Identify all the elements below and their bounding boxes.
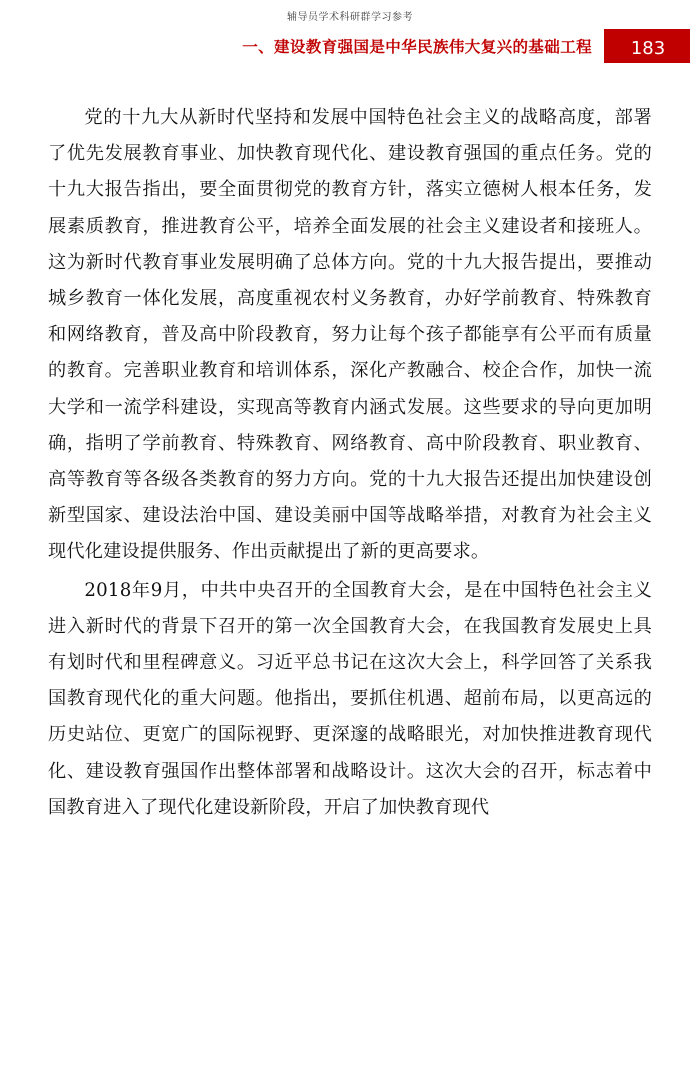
- paragraph: 党的十九大从新时代坚持和发展中国特色社会主义的战略高度，部署了优先发展教育事业、加快教育现代化、建设教育强国的重点任务。党的十九大报告指出，要全面贯彻党的教育方针，落实立德树人根本任务，发展素质教育，推进教育公平，培养全面发展的社会主义建设者和接班人。这为新时代教育事业发展明确了总体方向。党的十九大报告提出，要推动城乡教育一体化发展，高度重视农村义务教育，办好学前教育、特殊教育和网络教育，普及高中阶段教育，努力让每个孩子都能享有公平而有质量的教育。完善职业教育和培训体系，深化产教融合、校企合作，加快一流大学和一流学科建设，实现高等教育内涵式发展。这些要求的导向更加明确，指明了学前教育、特殊教育、网络教育、高中阶段教育、职业教育、高等教育等各级各类教育的努力方向。党的十九大报告还提出加快建设创新型国家、建设法治中国、建设美丽中国等战略举措，对教育为社会主义现代化建设提供服务、作出贡献提出了新的更高要求。: [48, 107, 652, 563]
- page-header: [0, 33, 700, 63]
- chapter-title: 一、建设教育强国是中华民族伟大复兴的基础工程: [242, 38, 592, 56]
- header-divider: [46, 66, 654, 67]
- paragraph: 2018年9月，中共中央召开的全国教育大会，是在中国特色社会主义进入新时代的背景下召开的第一次全国教育大会，在我国教育发展史上具有划时代和里程碑意义。习近平总书记在这次大会上，科学回答了关系我国教育现代化的重大问题。他指出，要抓住机遇、超前布局，以更高远的历史站位、更宽广的国际视野、更深邃的战略眼光，对加快推进教育现代化、建设教育强国作出整体部署和战略设计。这次大会的召开，标志着中国教育进入了现代化建设新阶段，开启了加快教育现代: [48, 579, 652, 818]
- running-head: 辅导员学术科研群学习参考: [287, 12, 413, 23]
- body-text: [48, 100, 652, 828]
- page-number: 183: [630, 38, 666, 59]
